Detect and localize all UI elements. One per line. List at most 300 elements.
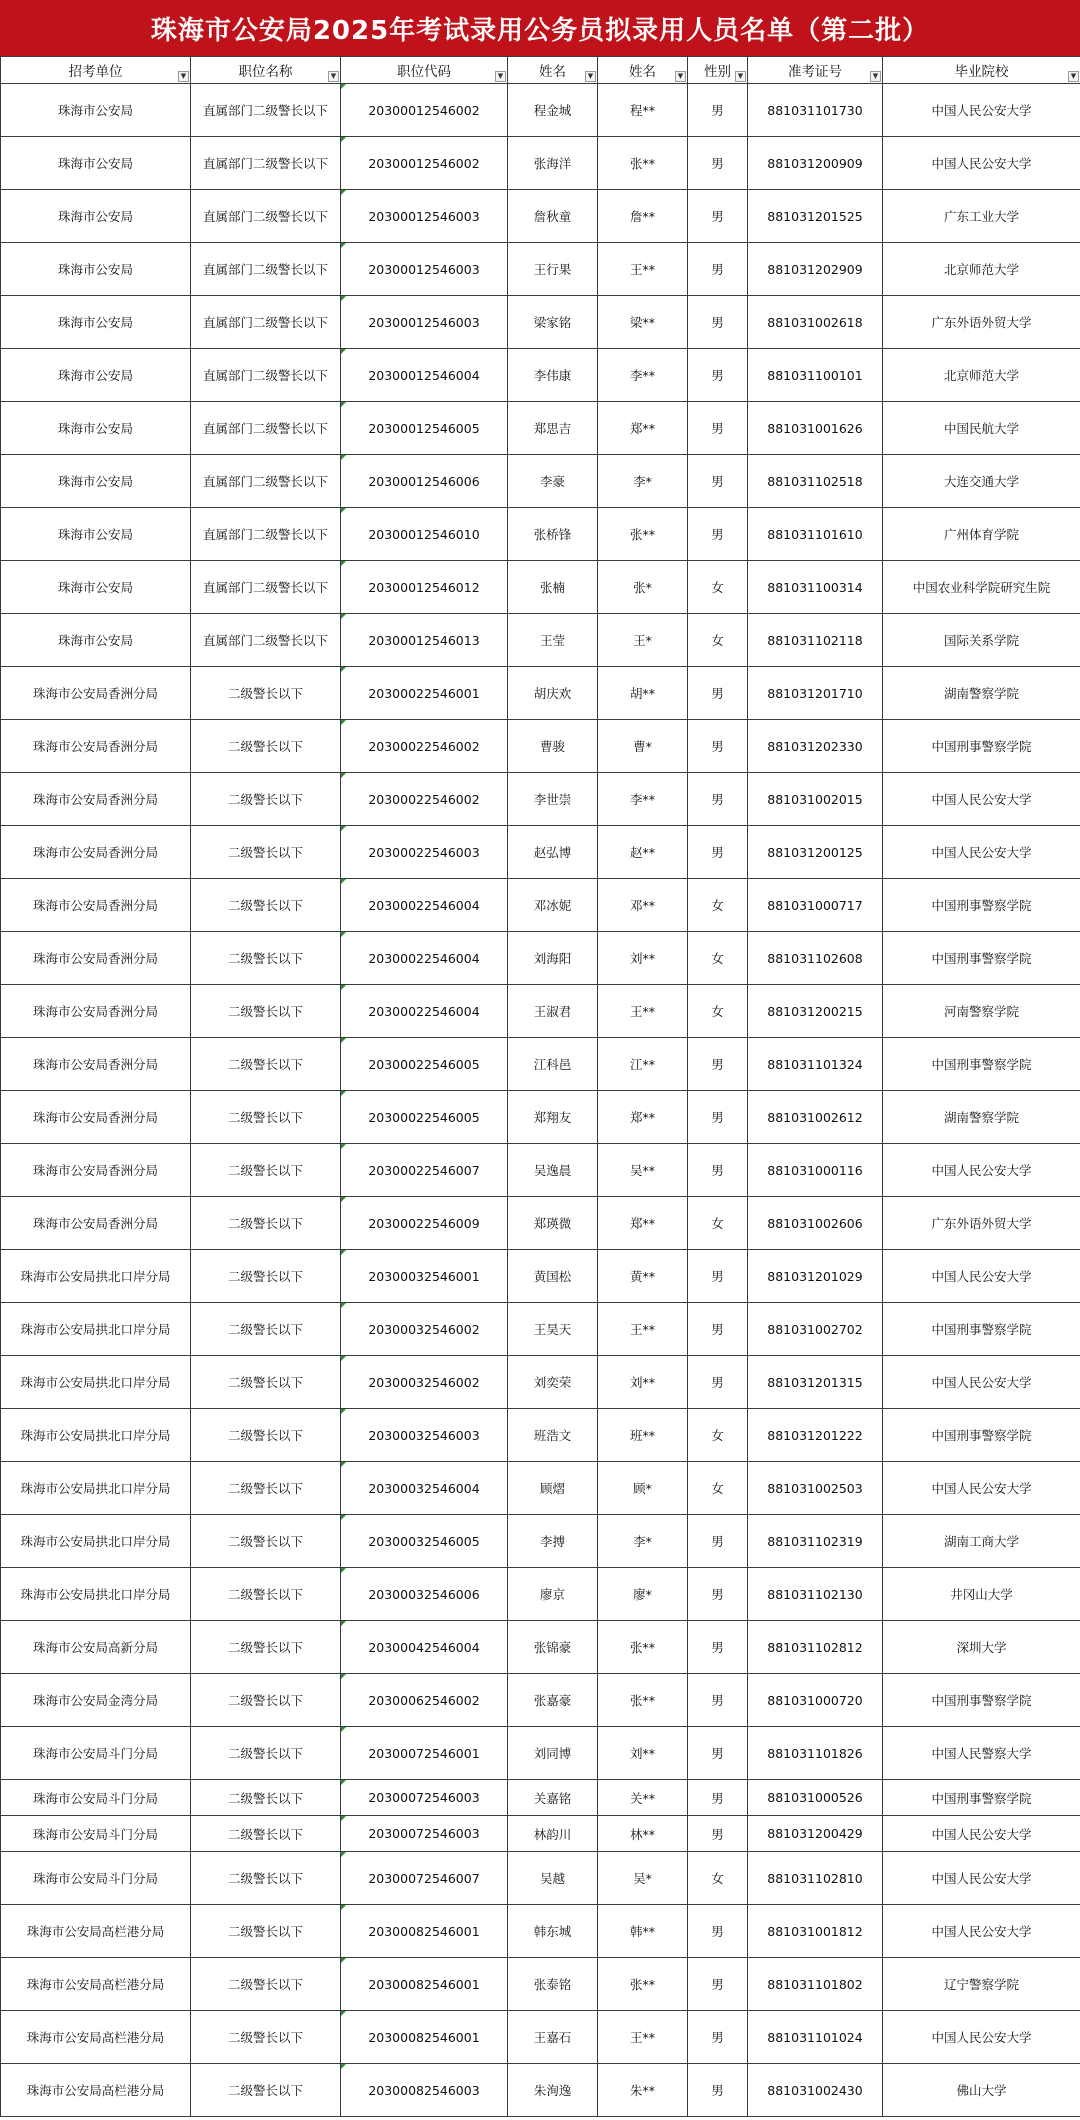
cell-gender[interactable]: 男	[688, 402, 748, 455]
cell-name-masked[interactable]: 王**	[598, 1303, 688, 1356]
cell-school[interactable]: 广州体育学院	[883, 508, 1080, 561]
cell-school[interactable]: 中国人民公安大学	[883, 1144, 1080, 1197]
cell-unit[interactable]: 珠海市公安局	[1, 614, 191, 667]
cell-gender[interactable]: 男	[688, 667, 748, 720]
cell-name[interactable]: 顾熠	[508, 1462, 598, 1515]
cell-exam-number[interactable]: 881031002430	[748, 2064, 883, 2117]
cell-exam-number[interactable]: 881031002606	[748, 1197, 883, 1250]
cell-position-code[interactable]: 20300012546003	[341, 243, 508, 296]
cell-position-code[interactable]: 20300012546002	[341, 84, 508, 137]
cell-name-masked[interactable]: 刘**	[598, 932, 688, 985]
cell-name-masked[interactable]: 胡**	[598, 667, 688, 720]
cell-position-name[interactable]: 二级警长以下	[191, 720, 341, 773]
cell-position-code[interactable]: 20300082546003	[341, 2064, 508, 2117]
cell-exam-number[interactable]: 881031101730	[748, 84, 883, 137]
cell-gender[interactable]: 女	[688, 879, 748, 932]
cell-exam-number[interactable]: 881031001812	[748, 1905, 883, 1958]
cell-position-name[interactable]: 二级警长以下	[191, 1303, 341, 1356]
cell-gender[interactable]: 男	[688, 190, 748, 243]
cell-name-masked[interactable]: 王**	[598, 2011, 688, 2064]
cell-gender[interactable]: 女	[688, 985, 748, 1038]
cell-school[interactable]: 中国刑事警察学院	[883, 1303, 1080, 1356]
cell-unit[interactable]: 珠海市公安局	[1, 296, 191, 349]
cell-position-code[interactable]: 20300072546007	[341, 1852, 508, 1905]
cell-gender[interactable]: 男	[688, 720, 748, 773]
cell-position-name[interactable]: 二级警长以下	[191, 1462, 341, 1515]
cell-exam-number[interactable]: 881031102812	[748, 1621, 883, 1674]
cell-name[interactable]: 张锦豪	[508, 1621, 598, 1674]
cell-name-masked[interactable]: 廖*	[598, 1568, 688, 1621]
cell-position-code[interactable]: 20300062546002	[341, 1674, 508, 1727]
cell-name-masked[interactable]: 江**	[598, 1038, 688, 1091]
cell-gender[interactable]: 男	[688, 1958, 748, 2011]
cell-position-code[interactable]: 20300022546002	[341, 720, 508, 773]
cell-exam-number[interactable]: 881031201315	[748, 1356, 883, 1409]
cell-name[interactable]: 王昊天	[508, 1303, 598, 1356]
cell-name-masked[interactable]: 曹*	[598, 720, 688, 773]
cell-position-code[interactable]: 20300032546005	[341, 1515, 508, 1568]
cell-position-name[interactable]: 直属部门二级警长以下	[191, 84, 341, 137]
cell-name-masked[interactable]: 顾*	[598, 1462, 688, 1515]
cell-name[interactable]: 朱洵逸	[508, 2064, 598, 2117]
cell-exam-number[interactable]: 881031000720	[748, 1674, 883, 1727]
cell-unit[interactable]: 珠海市公安局	[1, 137, 191, 190]
cell-name-masked[interactable]: 班**	[598, 1409, 688, 1462]
cell-position-name[interactable]: 二级警长以下	[191, 1038, 341, 1091]
cell-unit[interactable]: 珠海市公安局	[1, 455, 191, 508]
cell-position-name[interactable]: 直属部门二级警长以下	[191, 455, 341, 508]
cell-school[interactable]: 中国人民公安大学	[883, 1462, 1080, 1515]
cell-gender[interactable]: 女	[688, 614, 748, 667]
cell-gender[interactable]: 男	[688, 1621, 748, 1674]
cell-position-code[interactable]: 20300032546004	[341, 1462, 508, 1515]
cell-unit[interactable]: 珠海市公安局拱北口岸分局	[1, 1409, 191, 1462]
cell-position-name[interactable]: 二级警长以下	[191, 1674, 341, 1727]
filter-dropdown-icon[interactable]: ▼	[675, 71, 686, 82]
cell-gender[interactable]: 女	[688, 1462, 748, 1515]
cell-unit[interactable]: 珠海市公安局香洲分局	[1, 932, 191, 985]
cell-position-name[interactable]: 直属部门二级警长以下	[191, 561, 341, 614]
cell-position-code[interactable]: 20300022546001	[341, 667, 508, 720]
cell-unit[interactable]: 珠海市公安局斗门分局	[1, 1816, 191, 1852]
cell-position-name[interactable]: 二级警长以下	[191, 1905, 341, 1958]
cell-unit[interactable]: 珠海市公安局香洲分局	[1, 720, 191, 773]
cell-school[interactable]: 广东工业大学	[883, 190, 1080, 243]
cell-position-code[interactable]: 20300042546004	[341, 1621, 508, 1674]
cell-exam-number[interactable]: 881031002612	[748, 1091, 883, 1144]
cell-gender[interactable]: 男	[688, 826, 748, 879]
cell-name-masked[interactable]: 程**	[598, 84, 688, 137]
cell-position-name[interactable]: 二级警长以下	[191, 1568, 341, 1621]
cell-name-masked[interactable]: 邓**	[598, 879, 688, 932]
cell-school[interactable]: 井冈山大学	[883, 1568, 1080, 1621]
cell-name-masked[interactable]: 张**	[598, 508, 688, 561]
cell-name[interactable]: 王嘉石	[508, 2011, 598, 2064]
cell-unit[interactable]: 珠海市公安局拱北口岸分局	[1, 1356, 191, 1409]
cell-exam-number[interactable]: 881031202330	[748, 720, 883, 773]
cell-school[interactable]: 中国民航大学	[883, 402, 1080, 455]
cell-position-name[interactable]: 二级警长以下	[191, 932, 341, 985]
cell-position-name[interactable]: 直属部门二级警长以下	[191, 243, 341, 296]
cell-exam-number[interactable]: 881031100314	[748, 561, 883, 614]
cell-position-code[interactable]: 20300022546004	[341, 879, 508, 932]
cell-name[interactable]: 吴逸晨	[508, 1144, 598, 1197]
cell-name-masked[interactable]: 赵**	[598, 826, 688, 879]
cell-unit[interactable]: 珠海市公安局斗门分局	[1, 1780, 191, 1816]
cell-unit[interactable]: 珠海市公安局拱北口岸分局	[1, 1515, 191, 1568]
cell-name-masked[interactable]: 张**	[598, 1674, 688, 1727]
cell-school[interactable]: 湖南工商大学	[883, 1515, 1080, 1568]
cell-position-name[interactable]: 二级警长以下	[191, 2064, 341, 2117]
cell-exam-number[interactable]: 881031101324	[748, 1038, 883, 1091]
cell-exam-number[interactable]: 881031200215	[748, 985, 883, 1038]
cell-school[interactable]: 中国刑事警察学院	[883, 1038, 1080, 1091]
cell-name[interactable]: 刘同博	[508, 1727, 598, 1780]
cell-name-masked[interactable]: 张**	[598, 1958, 688, 2011]
cell-gender[interactable]: 女	[688, 1197, 748, 1250]
cell-name-masked[interactable]: 王*	[598, 614, 688, 667]
cell-gender[interactable]: 男	[688, 1727, 748, 1780]
cell-name[interactable]: 吴越	[508, 1852, 598, 1905]
cell-name-masked[interactable]: 郑**	[598, 1091, 688, 1144]
cell-name-masked[interactable]: 关**	[598, 1780, 688, 1816]
cell-name[interactable]: 程金城	[508, 84, 598, 137]
cell-gender[interactable]: 男	[688, 84, 748, 137]
cell-exam-number[interactable]: 881031102118	[748, 614, 883, 667]
cell-unit[interactable]: 珠海市公安局香洲分局	[1, 985, 191, 1038]
cell-position-code[interactable]: 20300032546002	[341, 1303, 508, 1356]
cell-name[interactable]: 李搏	[508, 1515, 598, 1568]
cell-gender[interactable]: 男	[688, 1038, 748, 1091]
cell-name[interactable]: 关嘉铭	[508, 1780, 598, 1816]
cell-gender[interactable]: 男	[688, 1905, 748, 1958]
cell-unit[interactable]: 珠海市公安局香洲分局	[1, 1144, 191, 1197]
cell-gender[interactable]: 男	[688, 1250, 748, 1303]
cell-position-code[interactable]: 20300022546007	[341, 1144, 508, 1197]
cell-exam-number[interactable]: 881031102608	[748, 932, 883, 985]
cell-name[interactable]: 江科邑	[508, 1038, 598, 1091]
cell-name[interactable]: 赵弘博	[508, 826, 598, 879]
cell-school[interactable]: 佛山大学	[883, 2064, 1080, 2117]
cell-exam-number[interactable]: 881031201710	[748, 667, 883, 720]
cell-exam-number[interactable]: 881031202909	[748, 243, 883, 296]
cell-school[interactable]: 中国人民警察大学	[883, 1727, 1080, 1780]
filter-dropdown-icon[interactable]: ▼	[735, 71, 746, 82]
cell-school[interactable]: 国际关系学院	[883, 614, 1080, 667]
cell-unit[interactable]: 珠海市公安局	[1, 243, 191, 296]
cell-unit[interactable]: 珠海市公安局拱北口岸分局	[1, 1568, 191, 1621]
cell-school[interactable]: 北京师范大学	[883, 243, 1080, 296]
cell-gender[interactable]: 男	[688, 1674, 748, 1727]
cell-position-code[interactable]: 20300012546003	[341, 296, 508, 349]
cell-name-masked[interactable]: 詹**	[598, 190, 688, 243]
cell-name-masked[interactable]: 郑**	[598, 1197, 688, 1250]
cell-gender[interactable]: 男	[688, 1303, 748, 1356]
cell-school[interactable]: 湖南警察学院	[883, 1091, 1080, 1144]
cell-school[interactable]: 中国刑事警察学院	[883, 1780, 1080, 1816]
cell-name[interactable]: 林韵川	[508, 1816, 598, 1852]
cell-gender[interactable]: 女	[688, 1409, 748, 1462]
cell-school[interactable]: 中国农业科学院研究生院	[883, 561, 1080, 614]
cell-name[interactable]: 张海洋	[508, 137, 598, 190]
cell-unit[interactable]: 珠海市公安局高栏港分局	[1, 2064, 191, 2117]
filter-dropdown-icon[interactable]: ▼	[178, 71, 189, 82]
cell-gender[interactable]: 男	[688, 1515, 748, 1568]
cell-name[interactable]: 郑瑛微	[508, 1197, 598, 1250]
cell-exam-number[interactable]: 881031002503	[748, 1462, 883, 1515]
cell-unit[interactable]: 珠海市公安局斗门分局	[1, 1852, 191, 1905]
cell-unit[interactable]: 珠海市公安局金湾分局	[1, 1674, 191, 1727]
cell-school[interactable]: 中国人民公安大学	[883, 826, 1080, 879]
cell-exam-number[interactable]: 881031200429	[748, 1816, 883, 1852]
cell-position-name[interactable]: 二级警长以下	[191, 1780, 341, 1816]
cell-name[interactable]: 廖京	[508, 1568, 598, 1621]
cell-position-name[interactable]: 二级警长以下	[191, 1958, 341, 2011]
cell-position-name[interactable]: 二级警长以下	[191, 773, 341, 826]
cell-exam-number[interactable]: 881031101610	[748, 508, 883, 561]
cell-exam-number[interactable]: 881031201029	[748, 1250, 883, 1303]
cell-school[interactable]: 中国人民公安大学	[883, 773, 1080, 826]
cell-position-code[interactable]: 20300022546004	[341, 932, 508, 985]
cell-name-masked[interactable]: 黄**	[598, 1250, 688, 1303]
cell-unit[interactable]: 珠海市公安局	[1, 561, 191, 614]
cell-name[interactable]: 刘海阳	[508, 932, 598, 985]
cell-position-name[interactable]: 二级警长以下	[191, 985, 341, 1038]
cell-school[interactable]: 中国人民公安大学	[883, 1816, 1080, 1852]
cell-position-code[interactable]: 20300012546010	[341, 508, 508, 561]
cell-name-masked[interactable]: 吴**	[598, 1144, 688, 1197]
cell-position-name[interactable]: 二级警长以下	[191, 2011, 341, 2064]
cell-position-code[interactable]: 20300022546009	[341, 1197, 508, 1250]
cell-exam-number[interactable]: 881031000526	[748, 1780, 883, 1816]
cell-gender[interactable]: 男	[688, 1091, 748, 1144]
cell-name[interactable]: 刘奕荣	[508, 1356, 598, 1409]
cell-position-name[interactable]: 二级警长以下	[191, 1356, 341, 1409]
cell-unit[interactable]: 珠海市公安局	[1, 508, 191, 561]
cell-name[interactable]: 郑翔友	[508, 1091, 598, 1144]
cell-position-code[interactable]: 20300072546003	[341, 1780, 508, 1816]
cell-name-masked[interactable]: 李*	[598, 455, 688, 508]
cell-position-code[interactable]: 20300072546001	[341, 1727, 508, 1780]
cell-name-masked[interactable]: 张**	[598, 1621, 688, 1674]
cell-gender[interactable]: 男	[688, 773, 748, 826]
cell-unit[interactable]: 珠海市公安局高栏港分局	[1, 1905, 191, 1958]
cell-unit[interactable]: 珠海市公安局	[1, 84, 191, 137]
cell-school[interactable]: 中国人民公安大学	[883, 84, 1080, 137]
cell-unit[interactable]: 珠海市公安局拱北口岸分局	[1, 1462, 191, 1515]
cell-position-code[interactable]: 20300012546006	[341, 455, 508, 508]
cell-name[interactable]: 黄国松	[508, 1250, 598, 1303]
cell-school[interactable]: 中国人民公安大学	[883, 1852, 1080, 1905]
cell-exam-number[interactable]: 881031002015	[748, 773, 883, 826]
cell-name[interactable]: 邓冰妮	[508, 879, 598, 932]
cell-unit[interactable]: 珠海市公安局斗门分局	[1, 1727, 191, 1780]
cell-name[interactable]: 李世崇	[508, 773, 598, 826]
cell-exam-number[interactable]: 881031000116	[748, 1144, 883, 1197]
cell-position-code[interactable]: 20300022546003	[341, 826, 508, 879]
cell-unit[interactable]: 珠海市公安局拱北口岸分局	[1, 1250, 191, 1303]
cell-position-code[interactable]: 20300082546001	[341, 1905, 508, 1958]
cell-gender[interactable]: 女	[688, 932, 748, 985]
cell-name[interactable]: 李豪	[508, 455, 598, 508]
cell-name[interactable]: 班浩文	[508, 1409, 598, 1462]
cell-gender[interactable]: 女	[688, 1852, 748, 1905]
cell-name[interactable]: 韩东城	[508, 1905, 598, 1958]
cell-position-name[interactable]: 二级警长以下	[191, 826, 341, 879]
cell-position-code[interactable]: 20300032546006	[341, 1568, 508, 1621]
cell-exam-number[interactable]: 881031200125	[748, 826, 883, 879]
cell-position-code[interactable]: 20300082546001	[341, 1958, 508, 2011]
cell-name[interactable]: 胡庆欢	[508, 667, 598, 720]
cell-name-masked[interactable]: 王**	[598, 985, 688, 1038]
cell-gender[interactable]: 男	[688, 349, 748, 402]
cell-gender[interactable]: 男	[688, 296, 748, 349]
cell-position-name[interactable]: 直属部门二级警长以下	[191, 349, 341, 402]
cell-exam-number[interactable]: 881031102810	[748, 1852, 883, 1905]
cell-position-code[interactable]: 20300022546005	[341, 1091, 508, 1144]
cell-name-masked[interactable]: 林**	[598, 1816, 688, 1852]
cell-unit[interactable]: 珠海市公安局	[1, 190, 191, 243]
cell-unit[interactable]: 珠海市公安局香洲分局	[1, 1091, 191, 1144]
cell-school[interactable]: 湖南警察学院	[883, 667, 1080, 720]
cell-exam-number[interactable]: 881031201222	[748, 1409, 883, 1462]
cell-position-name[interactable]: 直属部门二级警长以下	[191, 508, 341, 561]
cell-unit[interactable]: 珠海市公安局香洲分局	[1, 1197, 191, 1250]
cell-gender[interactable]: 男	[688, 508, 748, 561]
cell-exam-number[interactable]: 881031101802	[748, 1958, 883, 2011]
cell-name-masked[interactable]: 郑**	[598, 402, 688, 455]
cell-school[interactable]: 辽宁警察学院	[883, 1958, 1080, 2011]
cell-exam-number[interactable]: 881031102319	[748, 1515, 883, 1568]
cell-position-name[interactable]: 二级警长以下	[191, 1250, 341, 1303]
cell-unit[interactable]: 珠海市公安局香洲分局	[1, 773, 191, 826]
cell-school[interactable]: 中国刑事警察学院	[883, 720, 1080, 773]
cell-name-masked[interactable]: 韩**	[598, 1905, 688, 1958]
cell-unit[interactable]: 珠海市公安局香洲分局	[1, 667, 191, 720]
cell-position-name[interactable]: 直属部门二级警长以下	[191, 190, 341, 243]
cell-name[interactable]: 李伟康	[508, 349, 598, 402]
cell-position-name[interactable]: 二级警长以下	[191, 1515, 341, 1568]
cell-exam-number[interactable]: 881031101826	[748, 1727, 883, 1780]
cell-unit[interactable]: 珠海市公安局香洲分局	[1, 1038, 191, 1091]
cell-position-code[interactable]: 20300012546002	[341, 137, 508, 190]
filter-dropdown-icon[interactable]: ▼	[495, 71, 506, 82]
cell-position-name[interactable]: 二级警长以下	[191, 1852, 341, 1905]
cell-name-masked[interactable]: 李*	[598, 1515, 688, 1568]
cell-school[interactable]: 中国刑事警察学院	[883, 879, 1080, 932]
cell-name-masked[interactable]: 朱**	[598, 2064, 688, 2117]
cell-unit[interactable]: 珠海市公安局高新分局	[1, 1621, 191, 1674]
cell-name[interactable]: 张泰铭	[508, 1958, 598, 2011]
cell-gender[interactable]: 男	[688, 1816, 748, 1852]
cell-position-code[interactable]: 20300082546001	[341, 2011, 508, 2064]
cell-school[interactable]: 河南警察学院	[883, 985, 1080, 1038]
filter-dropdown-icon[interactable]: ▼	[1068, 71, 1079, 82]
cell-school[interactable]: 中国人民公安大学	[883, 1356, 1080, 1409]
cell-position-name[interactable]: 二级警长以下	[191, 1816, 341, 1852]
cell-gender[interactable]: 男	[688, 2064, 748, 2117]
cell-position-name[interactable]: 直属部门二级警长以下	[191, 402, 341, 455]
cell-school[interactable]: 中国人民公安大学	[883, 137, 1080, 190]
cell-name-masked[interactable]: 李**	[598, 773, 688, 826]
cell-school[interactable]: 中国刑事警察学院	[883, 1674, 1080, 1727]
cell-unit[interactable]: 珠海市公安局香洲分局	[1, 879, 191, 932]
cell-gender[interactable]: 男	[688, 243, 748, 296]
cell-name[interactable]: 王行果	[508, 243, 598, 296]
cell-name[interactable]: 詹秋童	[508, 190, 598, 243]
cell-position-name[interactable]: 二级警长以下	[191, 1409, 341, 1462]
cell-name-masked[interactable]: 梁**	[598, 296, 688, 349]
cell-position-code[interactable]: 20300032546001	[341, 1250, 508, 1303]
cell-name-masked[interactable]: 张*	[598, 561, 688, 614]
cell-position-code[interactable]: 20300072546003	[341, 1816, 508, 1852]
cell-school[interactable]: 中国人民公安大学	[883, 2011, 1080, 2064]
cell-position-code[interactable]: 20300012546004	[341, 349, 508, 402]
cell-exam-number[interactable]: 881031002702	[748, 1303, 883, 1356]
cell-name[interactable]: 王淑君	[508, 985, 598, 1038]
cell-school[interactable]: 中国刑事警察学院	[883, 1409, 1080, 1462]
cell-name[interactable]: 张桥锋	[508, 508, 598, 561]
cell-name-masked[interactable]: 张**	[598, 137, 688, 190]
cell-gender[interactable]: 男	[688, 137, 748, 190]
cell-unit[interactable]: 珠海市公安局	[1, 402, 191, 455]
cell-position-name[interactable]: 二级警长以下	[191, 1197, 341, 1250]
cell-exam-number[interactable]: 881031000717	[748, 879, 883, 932]
cell-name-masked[interactable]: 李**	[598, 349, 688, 402]
cell-gender[interactable]: 男	[688, 1780, 748, 1816]
cell-unit[interactable]: 珠海市公安局拱北口岸分局	[1, 1303, 191, 1356]
cell-name-masked[interactable]: 刘**	[598, 1727, 688, 1780]
cell-name[interactable]: 王莹	[508, 614, 598, 667]
cell-school[interactable]: 深圳大学	[883, 1621, 1080, 1674]
cell-exam-number[interactable]: 881031101024	[748, 2011, 883, 2064]
filter-dropdown-icon[interactable]: ▼	[870, 71, 881, 82]
cell-name[interactable]: 曹骏	[508, 720, 598, 773]
cell-position-code[interactable]: 20300032546002	[341, 1356, 508, 1409]
cell-position-name[interactable]: 直属部门二级警长以下	[191, 614, 341, 667]
cell-gender[interactable]: 男	[688, 1144, 748, 1197]
cell-name[interactable]: 郑思吉	[508, 402, 598, 455]
cell-gender[interactable]: 男	[688, 455, 748, 508]
cell-school[interactable]: 广东外语外贸大学	[883, 296, 1080, 349]
cell-position-name[interactable]: 直属部门二级警长以下	[191, 137, 341, 190]
cell-position-name[interactable]: 二级警长以下	[191, 1091, 341, 1144]
cell-position-code[interactable]: 20300022546004	[341, 985, 508, 1038]
filter-dropdown-icon[interactable]: ▼	[328, 71, 339, 82]
cell-exam-number[interactable]: 881031001626	[748, 402, 883, 455]
cell-position-code[interactable]: 20300012546003	[341, 190, 508, 243]
cell-school[interactable]: 大连交通大学	[883, 455, 1080, 508]
cell-position-name[interactable]: 二级警长以下	[191, 879, 341, 932]
cell-gender[interactable]: 男	[688, 1568, 748, 1621]
cell-exam-number[interactable]: 881031002618	[748, 296, 883, 349]
cell-unit[interactable]: 珠海市公安局	[1, 349, 191, 402]
cell-unit[interactable]: 珠海市公安局高栏港分局	[1, 2011, 191, 2064]
cell-unit[interactable]: 珠海市公安局高栏港分局	[1, 1958, 191, 2011]
cell-position-name[interactable]: 二级警长以下	[191, 1144, 341, 1197]
cell-position-name[interactable]: 二级警长以下	[191, 667, 341, 720]
cell-position-code[interactable]: 20300012546005	[341, 402, 508, 455]
cell-school[interactable]: 中国刑事警察学院	[883, 932, 1080, 985]
cell-gender[interactable]: 男	[688, 1356, 748, 1409]
cell-gender[interactable]: 女	[688, 561, 748, 614]
cell-name[interactable]: 张楠	[508, 561, 598, 614]
cell-name-masked[interactable]: 吴*	[598, 1852, 688, 1905]
filter-dropdown-icon[interactable]: ▼	[585, 71, 596, 82]
cell-gender[interactable]: 男	[688, 2011, 748, 2064]
cell-position-name[interactable]: 直属部门二级警长以下	[191, 296, 341, 349]
cell-position-name[interactable]: 二级警长以下	[191, 1727, 341, 1780]
